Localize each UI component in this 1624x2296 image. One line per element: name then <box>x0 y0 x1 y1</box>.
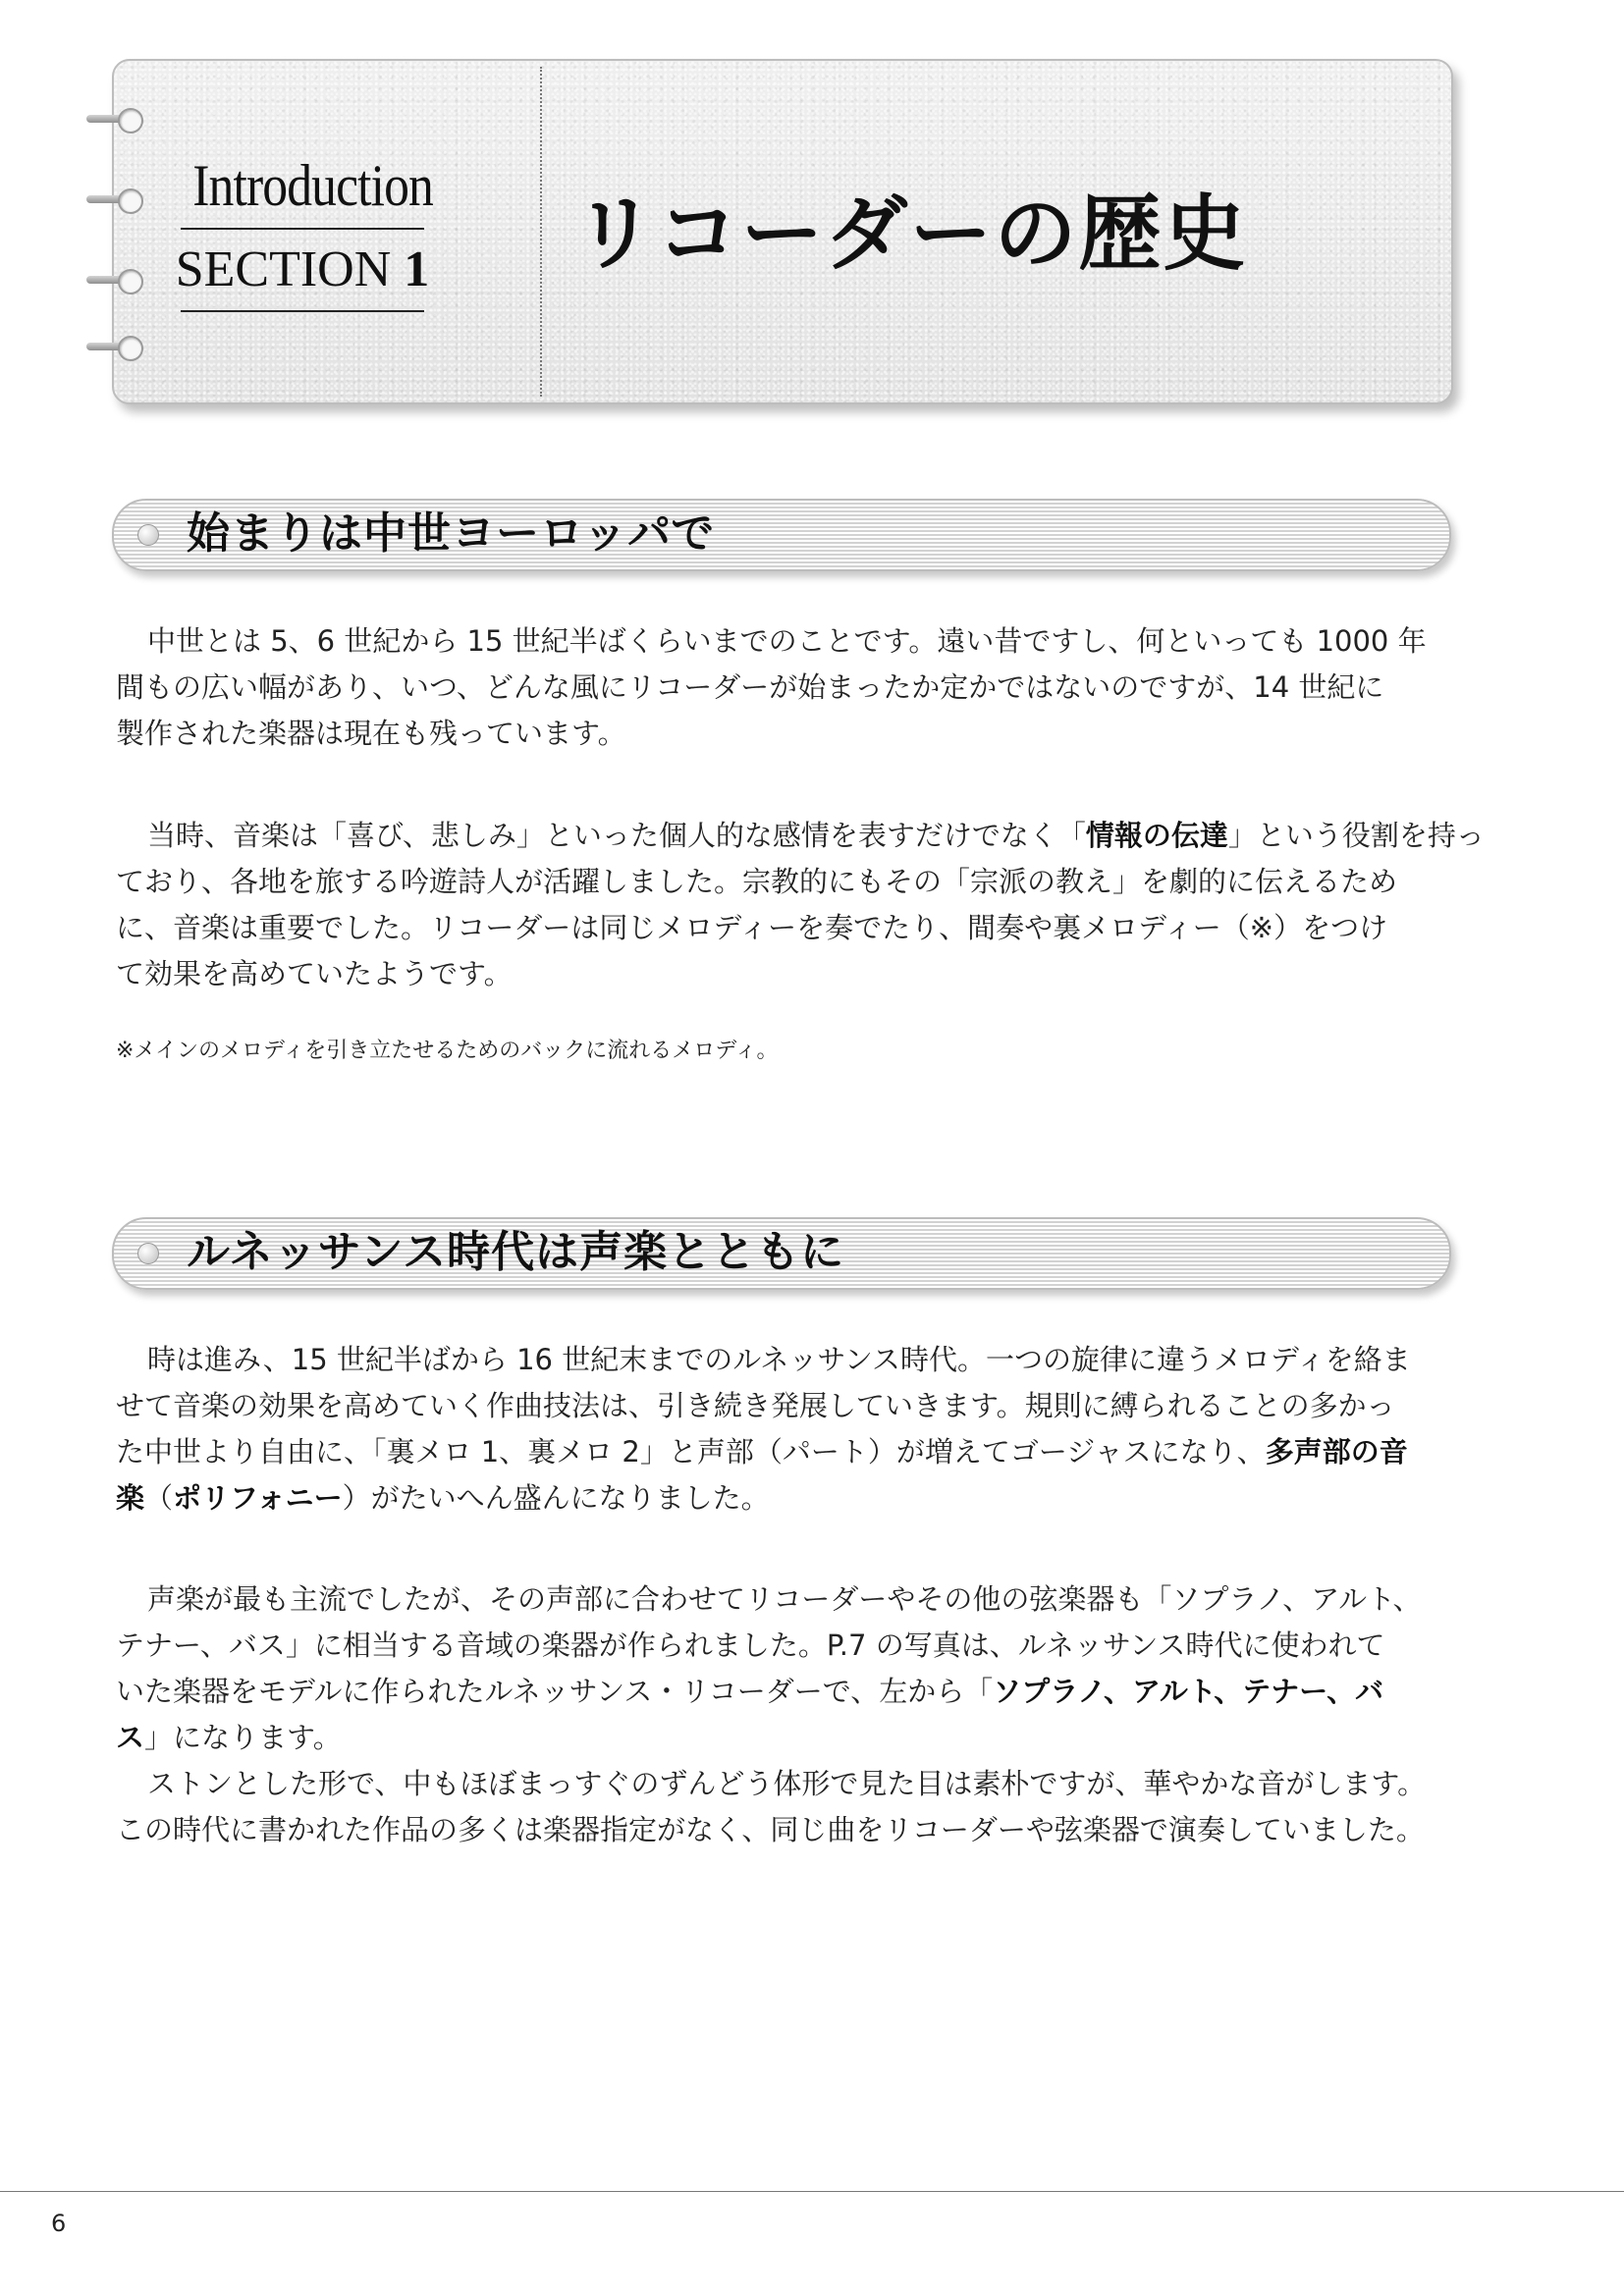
text-line <box>116 905 1456 951</box>
bullet-icon <box>137 1243 159 1264</box>
text-run: 間もの広い幅があり、いつ、どんな風にリコーダーが始まったか定かではないのですが、14 世紀に <box>116 670 1384 704</box>
text-line <box>116 1337 1456 1383</box>
paragraph <box>116 1761 1456 1853</box>
text-run: いた楽器をモデルに作られたルネッサンス・リコーダーで、左から「 <box>116 1675 994 1708</box>
intro-word: Introduction <box>192 153 433 218</box>
text-run: テナー、バス」に相当する音域の楽器が作られました。P.7 の写真は、ルネッサンス時代に使われて <box>116 1629 1385 1662</box>
binder-ring-icon <box>86 106 155 132</box>
text-line <box>116 951 1456 997</box>
text-line <box>116 1623 1456 1669</box>
bold-text: 楽 <box>116 1481 145 1515</box>
text-run: に、音楽は重要でした。リコーダーは同じメロディーを奏でたり、間奏や裏メロディー（※）をつけ <box>116 911 1388 944</box>
divider <box>181 310 424 312</box>
text-line <box>116 859 1456 905</box>
text-line <box>116 813 1485 859</box>
text-run: この時代に書かれた作品の多くは楽器指定がなく、同じ曲をリコーダーや弦楽器で演奏していました。 <box>116 1813 1425 1846</box>
text-run: て効果を高めていたようです。 <box>116 957 513 990</box>
binder-ring-icon <box>86 334 155 359</box>
text-line <box>116 1576 1456 1623</box>
text-run: ストンとした形で、中もほぼまっすぐのずんどう体形で見た目は素朴ですが、華やかな音がします。 <box>147 1767 1427 1800</box>
footnote: ※メインのメロディを引き立たせるためのバックに流れるメロディ。 <box>116 1039 779 1063</box>
paragraph <box>116 1337 1456 1522</box>
text-line <box>116 1807 1456 1853</box>
text-line <box>116 665 1456 711</box>
text-line <box>116 1383 1456 1429</box>
section-heading-bar <box>112 1217 1451 1290</box>
text-line <box>116 618 1456 665</box>
section-heading: 始まりは中世ヨーロッパで <box>187 508 716 559</box>
title-card <box>112 59 1453 404</box>
paragraph <box>116 1576 1456 1761</box>
binder-ring-icon <box>86 187 155 212</box>
text-line <box>116 1761 1456 1807</box>
text-run: 時は進み、15 世紀半ばから 16 世紀末までのルネッサンス時代。一つの旋律に違うメロディを絡ま <box>147 1343 1411 1376</box>
text-run: せて音楽の効果を高めていく作曲技法は、引き続き発展していきます。規則に縛られることの多かっ <box>116 1389 1395 1422</box>
text-run: ）がたいへん盛んになりました。 <box>342 1481 770 1515</box>
bold-text: ソプラノ、アルト、テナー、バ <box>993 1675 1384 1708</box>
dotted-divider <box>540 67 542 397</box>
footer-rule <box>0 2191 1624 2192</box>
text-line <box>116 1669 1456 1715</box>
section-heading: ルネッサンス時代は声楽とともに <box>187 1227 845 1277</box>
text-run: 当時、音楽は「喜び、悲しみ」といった個人的な感情を表すだけでなく「 <box>147 819 1086 852</box>
bold-text: ス <box>116 1721 145 1754</box>
text-run: 声楽が最も主流でしたが、その声部に合わせてリコーダーやその他の弦楽器も「ソプラノ、アルト、 <box>147 1582 1422 1616</box>
binder-ring-icon <box>86 267 155 293</box>
text-run: た中世より自由に、「裏メロ 1、裏メロ 2」と声部（パート）が増えてゴージャスになり、 <box>116 1435 1266 1468</box>
bullet-icon <box>137 524 159 546</box>
text-line <box>116 1715 1456 1761</box>
text-run: 」という役割を持っ <box>1227 819 1485 852</box>
text-run: （ <box>144 1481 174 1515</box>
section-heading-bar <box>112 499 1451 571</box>
paragraph <box>116 618 1456 757</box>
bold-text: 情報の伝達 <box>1085 819 1228 852</box>
section-number: 1 <box>404 241 430 297</box>
bold-text: 多声部の音 <box>1265 1435 1408 1468</box>
text-line <box>116 1475 1456 1522</box>
section-number-label <box>175 230 430 310</box>
text-run: 中世とは 5、6 世紀から 15 世紀半ばくらいまでのことです。遠い昔ですし、何といっても 1000 年 <box>147 624 1427 658</box>
page-title: リコーダーの歴史 <box>573 186 1248 282</box>
text-line <box>116 711 1456 757</box>
text-run: ており、各地を旅する吟遊詩人が活躍しました。宗教的にもその「宗派の教え」を劇的に伝えるため <box>116 865 1398 898</box>
section-label <box>175 151 433 312</box>
text-run: 」になります。 <box>144 1721 342 1754</box>
text-line <box>116 1429 1456 1475</box>
text-run: 製作された楽器は現在も残っています。 <box>116 717 626 750</box>
section-word: SECTION <box>175 241 392 297</box>
bold-text: ポリフォニー <box>173 1481 343 1515</box>
paragraph <box>116 813 1485 997</box>
page-number: 6 <box>51 2210 67 2237</box>
